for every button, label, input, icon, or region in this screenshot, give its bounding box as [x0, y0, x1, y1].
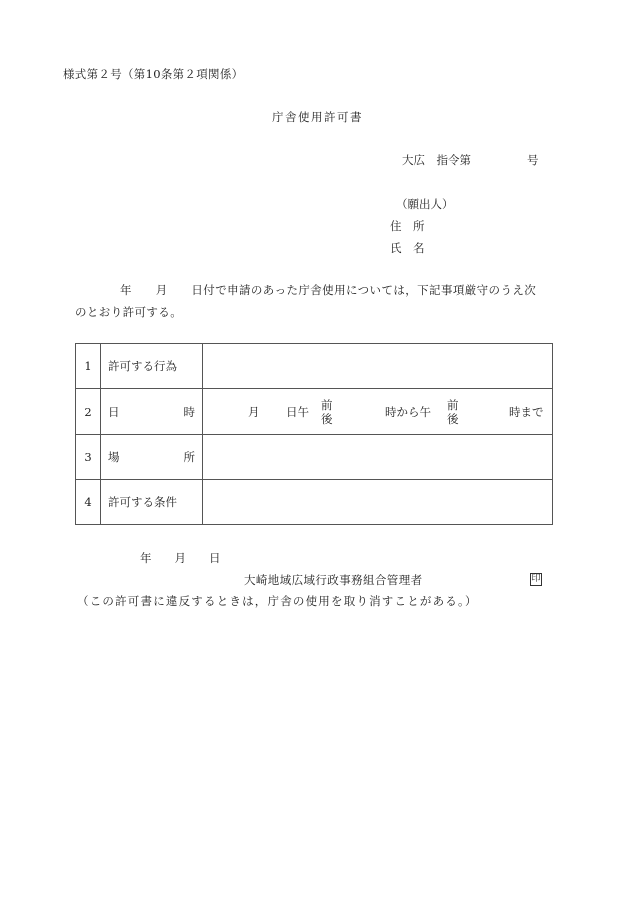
location-field — [203, 435, 553, 480]
table-row — [76, 480, 553, 525]
from-label: 時から午 — [385, 404, 431, 419]
row-number: 1 — [76, 344, 101, 389]
row-label: 許可する条件 — [101, 480, 203, 525]
applicant-heading: （願出人） — [396, 197, 454, 211]
am-label: 前 — [447, 397, 459, 412]
issue-date: 年 月 日 — [140, 551, 221, 565]
revocation-note: （この許可書に違反するときは，庁舎の使用を取り消すことがある。） — [77, 594, 478, 608]
pm-label: 後 — [321, 411, 333, 426]
body-text-line-2: のとおり許可する。 — [75, 305, 183, 319]
row-label: 許可する行為 — [101, 344, 203, 389]
row-number: 4 — [76, 480, 101, 525]
name-label: 氏 名 — [390, 241, 425, 255]
body-text-line-1: 年 月 日付で申請のあった庁舎使用については，下記事項厳守のうえ次 — [120, 283, 537, 297]
table-row — [76, 344, 553, 389]
permitted-act-field — [203, 344, 553, 389]
conditions-field — [203, 480, 553, 525]
document-title: 庁舎使用許可書 — [272, 110, 363, 124]
pm-label: 後 — [447, 411, 459, 426]
table-row — [76, 435, 553, 480]
permit-number — [402, 153, 539, 167]
datetime-field — [203, 389, 553, 435]
permit-table — [75, 343, 553, 525]
permit-number-suffix: 号 — [527, 153, 539, 167]
am-pm-select-1 — [321, 389, 333, 434]
day-am-label: 日午 — [286, 404, 309, 419]
am-label: 前 — [321, 397, 333, 412]
row-number: 3 — [76, 435, 101, 480]
until-label: 時まで — [509, 404, 544, 419]
table-row — [76, 389, 553, 435]
row-number: 2 — [76, 389, 101, 435]
month-label: 月 — [248, 404, 260, 419]
am-pm-select-2 — [447, 389, 459, 434]
row-label: 日 時 — [101, 389, 203, 435]
row-label: 場 所 — [101, 435, 203, 480]
form-number: 様式第２号（第10条第２項関係） — [63, 67, 244, 81]
issuer-name: 大崎地域広域行政事務組合管理者 — [244, 573, 423, 587]
seal-icon: 印 — [531, 574, 541, 584]
permit-number-prefix: 大広 指令第 — [402, 153, 471, 167]
address-label: 住 所 — [390, 219, 425, 233]
